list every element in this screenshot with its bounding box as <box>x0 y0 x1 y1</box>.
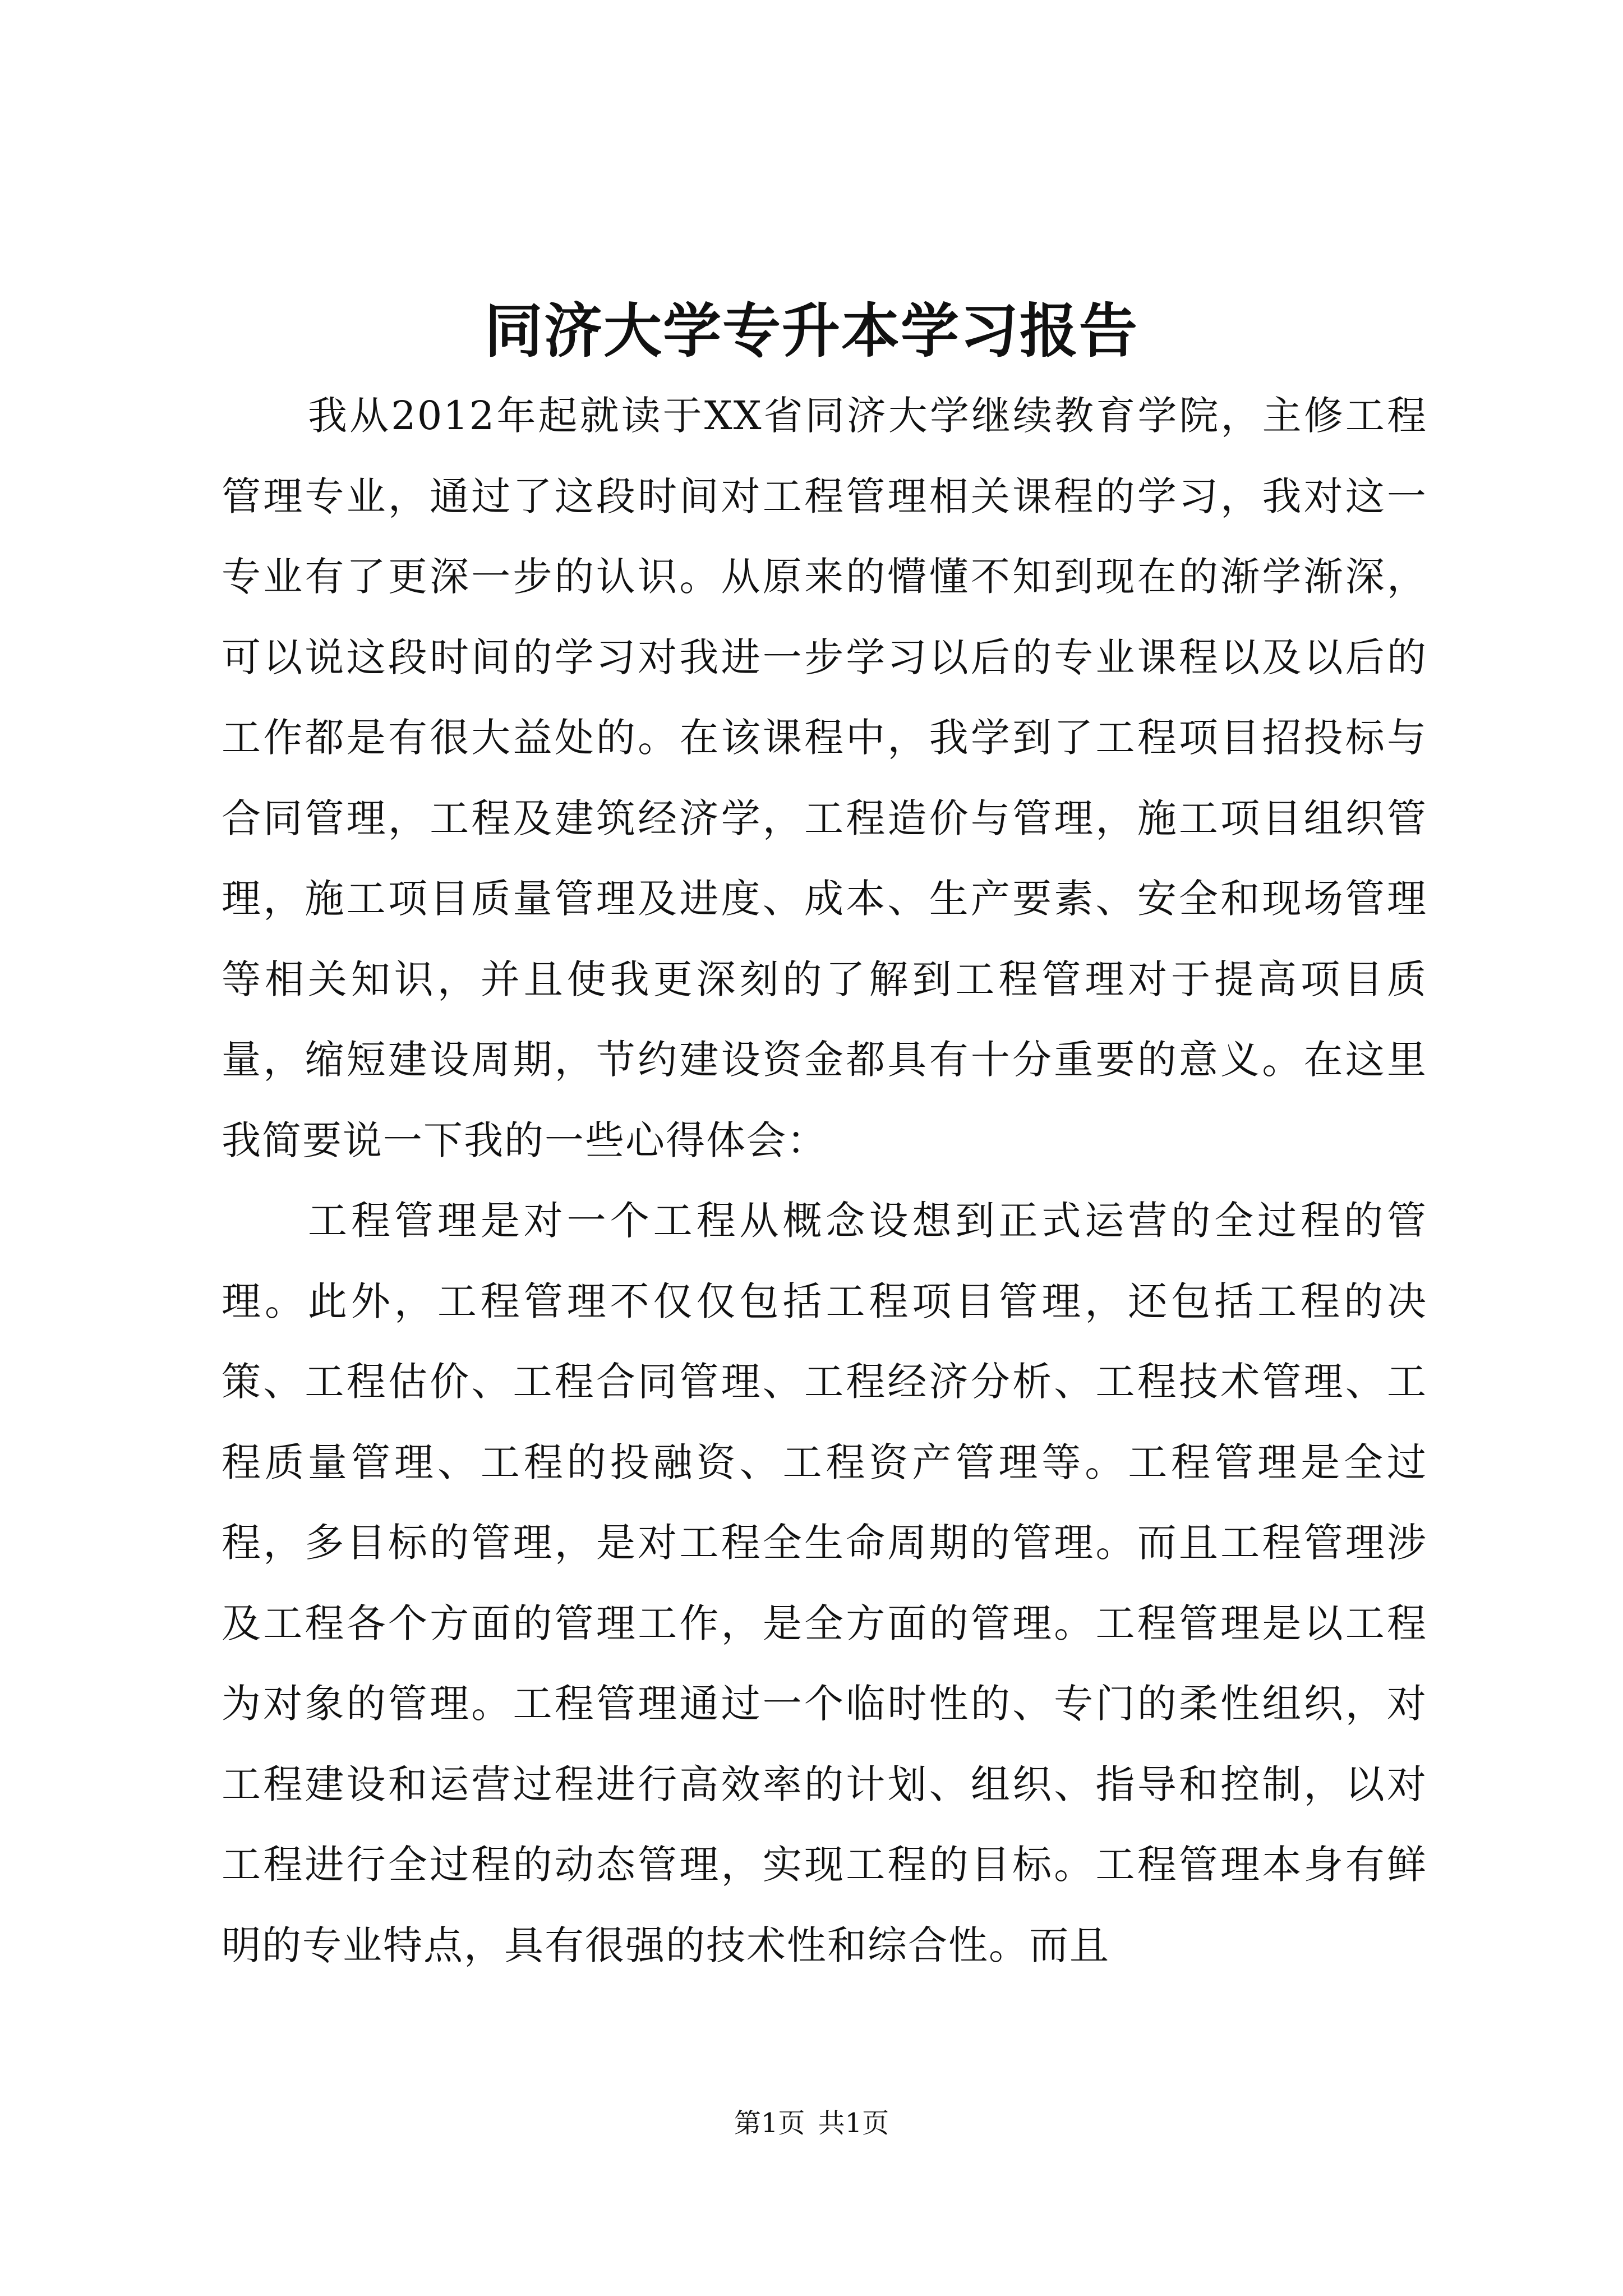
page-number: 第1页 <box>734 2108 805 2139</box>
paragraph-1: 我从2012年起就读于XX省同济大学继续教育学院，主修工程管理专业，通过了这段时间对工程管理相关课程的学习，我对这一专业有了更深一步的认识。从原来的懵懂不知到现在的渐学渐深，可以说这段时间的学习对我进一步学习以后的专业课程以及以后的工作都是有很大益处的。在该课程中，我学到了工程项目招投标与合同管理，工程及建筑经济学，工程造价与管理，施工项目组织管理，施工项目质量管理及进度、成本、生产要素、安全和现场管理等相关知识，并且使我更深刻的了解到工程管理对于提高项目质量，缩短建设周期，节约建设资金都具有十分重要的意义。在这里我简要说一下我的一些心得体会： <box>222 393 1427 1163</box>
document-title: 同济大学专升本学习报告 <box>484 296 1138 365</box>
document-body <box>222 376 1427 1986</box>
page-total: 共1页 <box>818 2108 889 2139</box>
paragraph-2: 工程管理是对一个工程从概念设想到正式运营的全过程的管理。此外，工程管理不仅仅包括工程项目管理，还包括工程的决策、工程估价、工程合同管理、工程经济分析、工程技术管理、工程质量管理、工程的投融资、工程资产管理等。工程管理是全过程，多目标的管理，是对工程全生命周期的管理。而且工程管理涉及工程各个方面的管理工作，是全方面的管理。工程管理是以工程为对象的管理。工程管理通过一个临时性的、专门的柔性组织，对工程建设和运营过程进行高效率的计划、组织、指导和控制，以对工程进行全过程的动态管理，实现工程的目标。工程管理本身有鲜明的专业特点，具有很强的技术性和综合性。而且 <box>222 1198 1427 1968</box>
page-footer <box>0 2104 1623 2143</box>
